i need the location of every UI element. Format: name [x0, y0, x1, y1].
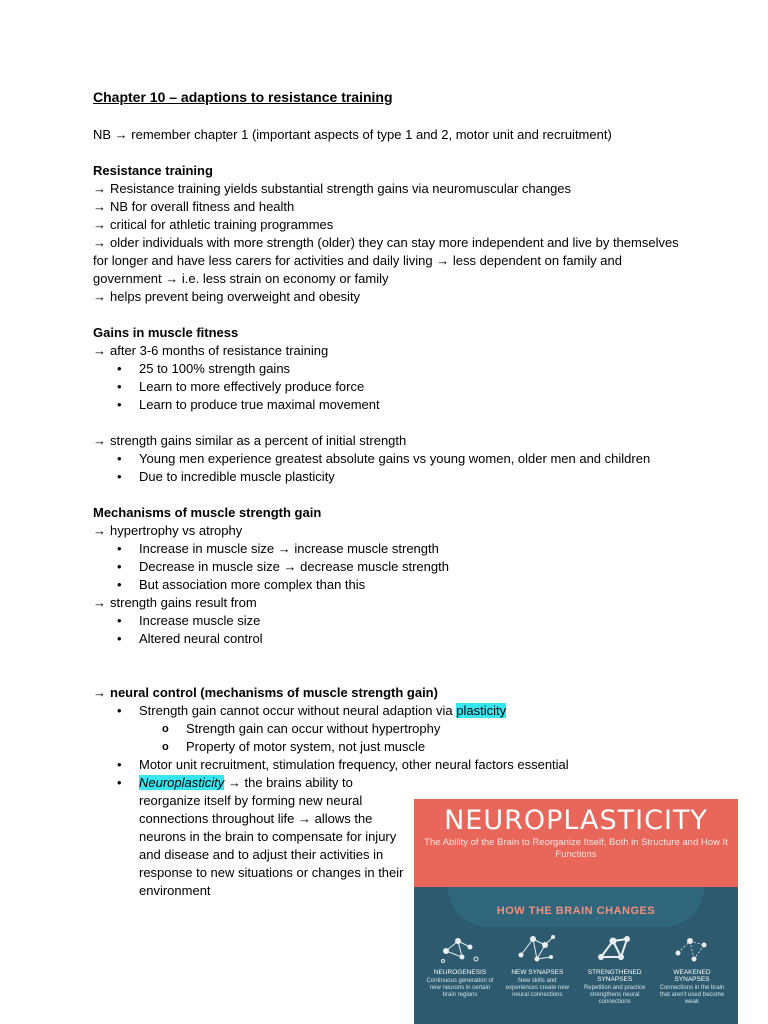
mechanisms-heading: Mechanisms of muscle strength gain: [93, 505, 322, 520]
strong-synapse-icon: [593, 931, 637, 965]
list-item: • Decrease in muscle size → decrease muscle strength: [139, 558, 683, 576]
neural-b3-text: → the brains ability to reorganize itself by forming new neural connections throughout life → allows the neurons in the brain to compensate for injury and disease and to adjust their activities in response to new situations or changes in their environment: [139, 775, 404, 898]
poster-item-title: WEAKENED SYNAPSES: [673, 969, 711, 983]
gains-list: [93, 450, 683, 486]
neuroplasticity-infographic: [414, 799, 738, 1024]
list-item: • Motor unit recruitment, stimulation frequency, other neural factors essential: [139, 756, 683, 774]
list-item: o Property of motor system, not just muscle: [186, 738, 683, 756]
poster-item-desc: Connections in the brain that aren't used become weak: [659, 985, 725, 1005]
resistance-line: → critical for athletic training programmes: [93, 216, 683, 234]
gains-heading: Gains in muscle fitness: [93, 325, 239, 340]
poster-items: [424, 931, 728, 1006]
neural-heading: → neural control (mechanisms of muscle strength gain): [93, 684, 683, 702]
resistance-line: → Resistance training yields substantial strength gains via neuromuscular changes: [93, 180, 683, 198]
resistance-line: → NB for overall fitness and health: [93, 198, 683, 216]
poster-item-desc: New skills and experiences create new neural connections: [505, 978, 570, 998]
poster-item: [656, 931, 728, 1006]
weak-synapse-icon: [670, 931, 714, 965]
poster-item-title: NEUROGENESIS: [433, 969, 487, 976]
mechanisms-arrow: → strength gains result from: [93, 594, 683, 612]
list-item: o Strength gain can occur without hypertrophy: [186, 720, 683, 738]
list-item: [139, 774, 409, 900]
list-item: • Learn to more effectively produce force: [139, 378, 683, 396]
list-item: • But association more complex than this: [139, 576, 683, 594]
synapse-network-icon: [515, 931, 559, 965]
gains-arrow: → strength gains similar as a percent of initial strength: [93, 432, 683, 450]
gains-arrow: → after 3-6 months of resistance training: [93, 342, 683, 360]
resistance-line: → older individuals with more strength (older) they can stay more independent and live by themselves for longer and have less carers for activities and daily living → less dependent on family and government → i.e. less strain on economy or family: [93, 234, 683, 288]
mechanisms-arrow: → hypertrophy vs atrophy: [93, 522, 683, 540]
chapter-title: Chapter 10 – adaptions to resistance training: [93, 89, 393, 105]
neuroplasticity-highlight: Neuroplasticity: [139, 775, 225, 790]
list-item: • Young men experience greatest absolute gains vs young women, older men and children: [139, 450, 683, 468]
poster-item-title: NEW SYNAPSES: [511, 969, 564, 976]
list-item: • 25 to 100% strength gains: [139, 360, 683, 378]
mechanisms-list: [93, 612, 683, 648]
poster-item: [424, 931, 496, 1006]
poster-item: [501, 931, 573, 1006]
list-item: • Due to incredible muscle plasticity: [139, 468, 683, 486]
resistance-line: → helps prevent being overweight and obesity: [93, 288, 683, 306]
poster-item-desc: Repetition and practice strengthens neural connections: [583, 985, 646, 1005]
neuron-network-icon: [438, 931, 482, 965]
neural-b1-text: Strength gain cannot occur without neural adaption via: [139, 703, 457, 718]
resistance-heading: Resistance training: [93, 163, 213, 178]
poster-title: NEUROPLASTICITY: [444, 805, 708, 836]
poster-subtitle: The Ability of the Brain to Reorganize Itself, Both in Structure and How It Functions: [424, 837, 728, 860]
poster-item-desc: Continuous generation of new neurons in certain brain regions: [426, 978, 494, 998]
poster-item: [579, 931, 651, 1006]
plasticity-highlight: plasticity: [456, 703, 507, 718]
mechanisms-list: [93, 540, 683, 594]
nb-line: NB → remember chapter 1 (important aspects of type 1 and 2, motor unit and recruitment): [93, 127, 612, 142]
list-item: [139, 702, 683, 756]
poster-section-heading: HOW THE BRAIN CHANGES: [496, 905, 656, 917]
neural-sublist: [139, 720, 683, 756]
list-item: • Learn to produce true maximal movement: [139, 396, 683, 414]
list-item: • Altered neural control: [139, 630, 683, 648]
list-item: • Increase in muscle size → increase muscle strength: [139, 540, 683, 558]
list-item: • Increase muscle size: [139, 612, 683, 630]
document-page: [93, 88, 683, 900]
gains-list: [93, 360, 683, 414]
poster-item-title: STRENGTHENED SYNAPSES: [587, 969, 642, 983]
